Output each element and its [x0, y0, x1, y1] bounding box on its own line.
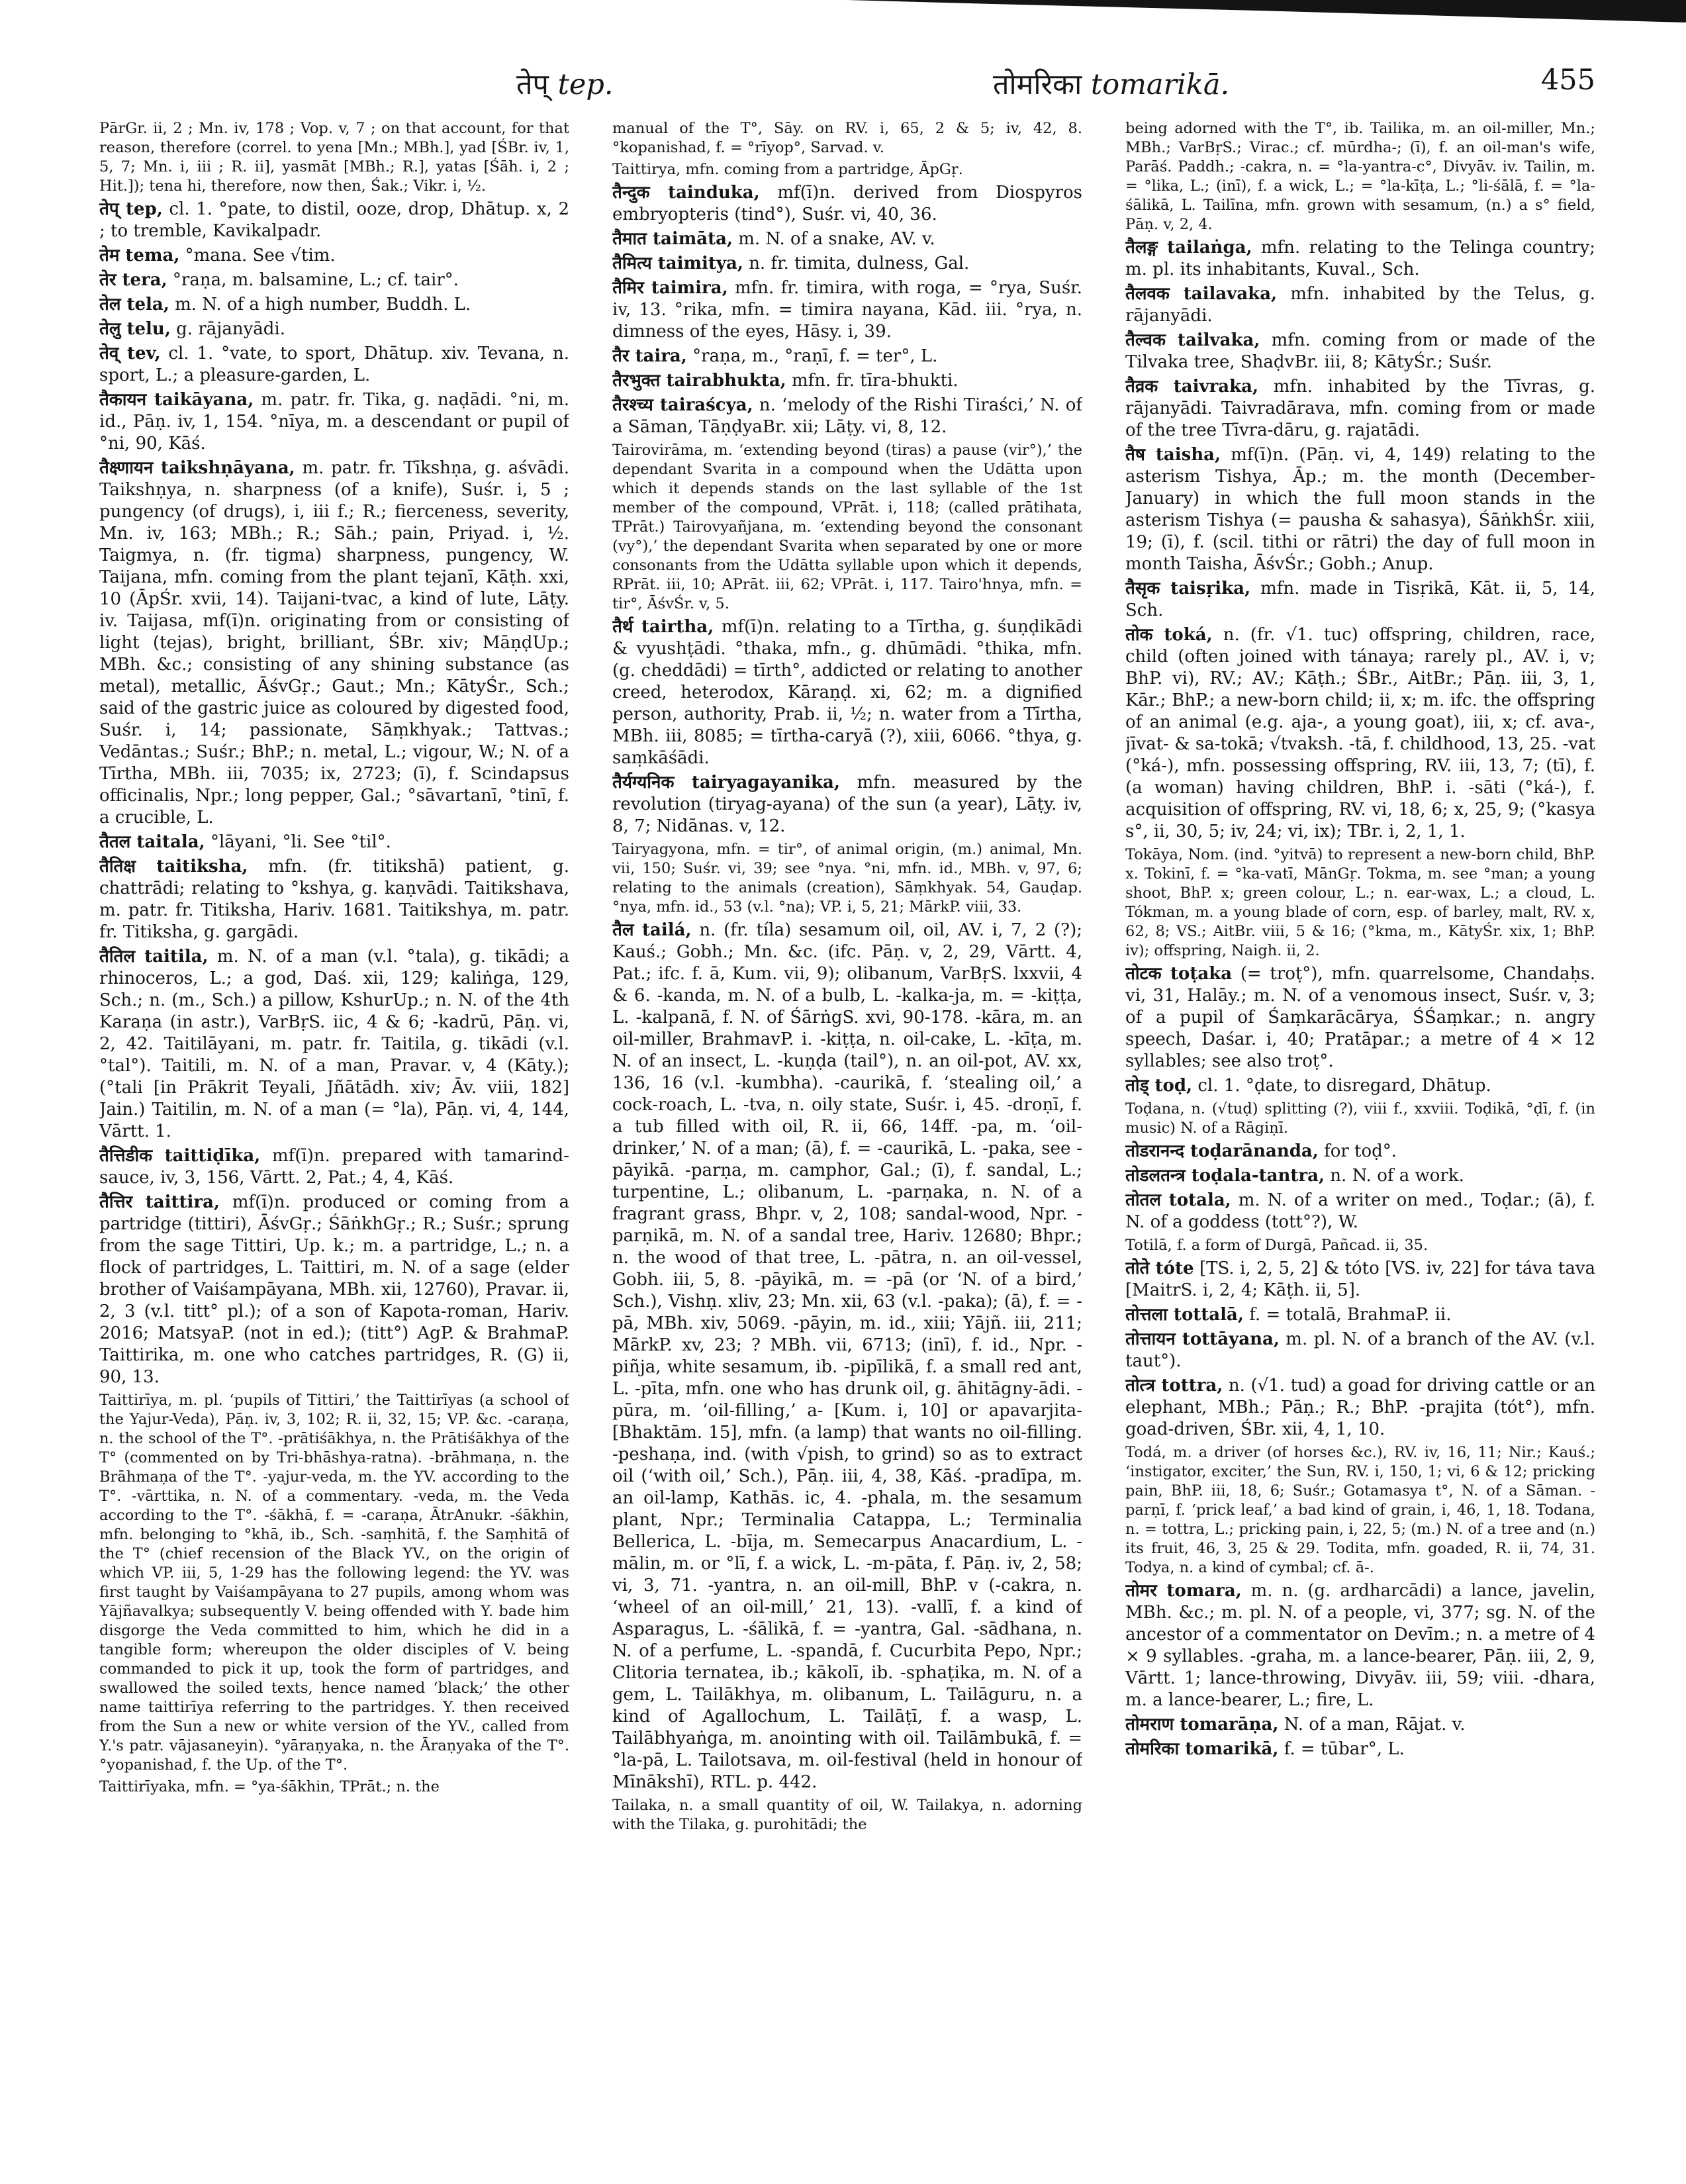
dictionary-entry: [99, 318, 569, 340]
entry-headword: तोटक toṭaka: [1125, 964, 1233, 984]
entry-headword: तैर्यग्यनिक tairyagayanika,: [612, 773, 840, 792]
dictionary-entry: [1125, 330, 1595, 373]
header-left-word: [516, 64, 614, 103]
entry-text: n. (√1. tud) a goad for driving cattle or an elephant, MBh.; Pāṇ.; R.; BhP. -prajita (tót°), mfn. goad-driven, ŚBr. xii, 4, 1, 10.: [1125, 1376, 1595, 1439]
entry-text: for toḍ°.: [1324, 1141, 1397, 1161]
dictionary-entry: [1125, 444, 1595, 575]
dictionary-entry: [1125, 963, 1595, 1072]
entry-headword: तोमर tomara,: [1125, 1581, 1242, 1601]
dictionary-entry: [612, 346, 1082, 367]
header-left-devanagari: तेप्: [516, 68, 549, 101]
entry-text: Tairyagyona, mfn. = tir°, of animal origin, (m.) animal, Mn. vii, 150; Suśr. vi, 39; see °nya. °ni, mfn. id., MBh. v, 97, 6; relating to the animals (creation), Sāṃkhyak. 54, Gauḍap. °nya, mfn. id., 53 (v.l. °na); VP. i, 5, 21; MārkP. viii, 33.: [612, 841, 1082, 916]
entry-text: mfn. inhabited by the Telus, g. rājanyādi.: [1125, 284, 1595, 326]
header-right-roman: tomarikā.: [1090, 68, 1230, 101]
entry-headword: तैसृक taisṛika,: [1125, 579, 1251, 598]
entry-text: n. ‘melody of the Rishi Tiraści,’ N. of a Sāman, TāṇḍyaBr. xii; Lāṭy. vi, 8, 12.: [612, 395, 1082, 437]
entry-headword: तेर tera,: [99, 270, 167, 290]
dictionary-entry: [99, 1145, 569, 1189]
entry-headword: तैन्दुक tainduka,: [612, 183, 760, 203]
entry-headword: तोमरिका tomarikā,: [1125, 1739, 1279, 1759]
page-number: 455: [1540, 64, 1595, 97]
dictionary-entry: [1125, 1329, 1595, 1372]
entry-headword: तैरभुक्त tairabhukta,: [612, 371, 786, 391]
dictionary-entry: [612, 840, 1082, 917]
entry-headword: तैल tailá,: [612, 920, 692, 940]
dictionary-entry: [1125, 1738, 1595, 1760]
entry-text: n. N. of a work.: [1330, 1166, 1464, 1186]
entry-text: mfn. relating to the Telinga country; m. pl. its inhabitants, Kuval., Sch.: [1125, 238, 1595, 279]
entry-text: g. rājanyādi.: [176, 319, 285, 339]
entry-headword: तैव्रक taivraka,: [1125, 377, 1259, 397]
entry-text: mf(ī)n. (Pāṇ. vi, 4, 149) relating to the asterism Tishya, Āp.; m. the month (December-January) in which the full moon stands in the asterism Tishya (= pausha & sahasya), ŚāṅkhŚr. xiii, 19; (ī), f. (scil. tithi or rātri) the day of full moon in month Taisha, ĀśvŚr.; Gobh.; Anup.: [1125, 445, 1595, 574]
entry-headword: तोक toká,: [1125, 625, 1213, 645]
dictionary-entry: [612, 253, 1082, 275]
dictionary-entry: [99, 1391, 569, 1775]
entry-headword: तोते tóte: [1125, 1258, 1194, 1278]
dictionary-entry: [99, 294, 569, 316]
entry-headword: तोड् toḍ,: [1125, 1076, 1193, 1096]
entry-text: n. (fr. √1. tuc) offspring, children, race, child (often joined with tánaya; rarely pl., AV. i, v; BhP. vi), RV.; AV.; Kāṭh.; ŚBr., AitBr.; Pāṇ. iii, 3, 1, Kār.; BhP.; a new-born child; ii, x; m. ifc. the offspring of an animal (e.g. aja-, a young goat), iii, x; cf. ava-, jīvat- & sa-tokā; √tvaksh. -tā, f. childhood, 13, 25. -vat (°ká-), mfn. possessing offspring, RV. iii, 13, 7; (tī), f. (a woman) having children, BhP. i. -sāti (°ká-), f. acquisition of offspring, RV. vi, 18, 6; x, 25, 9; (°kasya s°, ii, 30, 5; iv, 24; vi, ix); TBr. i, 2, 1, 1.: [1125, 625, 1595, 841]
dictionary-entry: [612, 228, 1082, 250]
entry-headword: तोमराण tomarāṇa,: [1125, 1715, 1279, 1734]
entry-text: mfn. fr. timira, with roga, = °rya, Suśr. iv, 13. °rika, mfn. = timira nayana, Kād. iii. °rya, n. dimness of the eyes, Hāsy. i, 39.: [612, 278, 1082, 342]
entry-headword: तेम tema,: [99, 246, 180, 265]
dictionary-entry: [612, 182, 1082, 226]
entry-headword: तैतिल taitila,: [99, 947, 209, 967]
entry-text: mf(ī)n. derived from Diospyros embryopteris (tind°), Suśr. vi, 40, 36.: [612, 183, 1082, 224]
dictionary-entry: [612, 1796, 1082, 1834]
dictionary-entry: [99, 389, 569, 455]
dictionary-entry: [1125, 237, 1595, 281]
entry-headword: तैकायन taikāyana,: [99, 390, 254, 410]
entry-headword: तोत्तला tottalā,: [1125, 1305, 1244, 1325]
dictionary-entry: [1125, 1580, 1595, 1711]
entry-text: mfn. measured by the revolution (tiryag-ayana) of the sun (a year), Lāṭy. iv, 8, 7; Nidānas. v, 12.: [612, 773, 1082, 836]
dictionary-entry: [1125, 624, 1595, 843]
entry-text: Todá, m. a driver (of horses &c.), RV. iv, 16, 11; Nir.; Kauś.; ‘instigator, exciter,’ the Sun, RV. i, 150, 1; vi, 6 & 12; pricking pain, BhP. iii, 18, 6; Suśr.; Gotamasya t°, N. of a Sāman. -parṇī, f. ‘prick leaf,’ a bad kind of grain, i, 46, 1, 18. Todana, n. = tottra, L.; pricking pain, i, 22, 5; (m.) N. of a tree and (n.) its fruit, 46, 3, 25 & 29. Todita, mfn. goaded, R. ii, 74, 31. Todya, n. a kind of cymbal; cf. ā-.: [1125, 1444, 1595, 1576]
entry-headword: तोतल totala,: [1125, 1190, 1231, 1210]
dictionary-entry: [1125, 1236, 1595, 1255]
entry-text: m. pl. N. of a branch of the AV. (v.l. taut°).: [1125, 1329, 1595, 1371]
entry-headword: तैरश्च्य tairaścya,: [612, 395, 753, 415]
dictionary-entry: [1125, 1075, 1595, 1097]
entry-headword: तेव् tev,: [99, 344, 161, 363]
entry-text: cl. 1. °pate, to distil, ooze, drop, Dhātup. x, 2 ; to tremble, Kavikalpadr.: [99, 199, 569, 241]
entry-headword: तोडलतन्त्र toḍala-tantra,: [1125, 1166, 1325, 1186]
dictionary-entry: [612, 441, 1082, 614]
dictionary-entry: [1125, 1714, 1595, 1736]
entry-headword: तेलु telu,: [99, 319, 171, 339]
entry-text: mfn. fr. tīra-bhukti.: [792, 371, 959, 391]
entry-headword: तोत्त्र tottra,: [1125, 1376, 1223, 1396]
entry-text: m. N. of a snake, AV. v.: [738, 229, 935, 249]
header-right-word: [993, 64, 1229, 103]
entry-text: mfn. inhabited by the Tīvras, g. rājanyādi. Taivradārava, mfn. coming from or made of the tree Tīvra-dāru, g. rajatādi.: [1125, 377, 1595, 440]
entry-text: m. n. (g. ardharcādi) a lance, javelin, MBh. &c.; m. pl. N. of a people, vi, 377; sg. N. of the ancestor of a commentator on Devīm.; n. a metre of 4 × 9 syllables. -graha, m. a lance-bearer, Pāṇ. iii, 2, 9, Vārtt. 1; lance-throwing, Divyāv. iii, 59; viii. -dhara, m. a lance-bearer, L.; fire, L.: [1125, 1581, 1595, 1710]
dictionary-entry: [1125, 376, 1595, 442]
entry-headword: तैतल taitala,: [99, 832, 205, 852]
column-2: [612, 119, 1082, 2158]
dictionary-entry: [1125, 1375, 1595, 1441]
dictionary-entry: [99, 269, 569, 291]
entry-text: cl. 1. °vate, to sport, Dhātup. xiv. Tevana, n. sport, L.; a pleasure-garden, L.: [99, 344, 569, 385]
entry-text: Taittirīya, m. pl. ‘pupils of Tittiri,’ the Taittirīyas (a school of the Yajur-Veda), Pāṇ. iv, 3, 102; R. ii, 32, 15; VP. &c. -caraṇa, n. the school of the T°. -prātiśākhya, n. the Prātiśākhya of the T° (commented on by Tri-bhāshya-ratna). -brāhmaṇa, n. the Brāhmaṇa of the T°. -yajur-veda, m. the YV. according to the T°. -vārttika, n. N. of a commentary. -veda, m. the Veda according to the T°. -śākhā, f. = -caraṇa, ĀtrAnukr. -śākhin, mfn. belonging to °khā, ib., Sch. -saṃhitā, f. the Saṃhitā of the T° (chief recension of the Black YV., on the origin of which VP. iii, 5, 1-29 has the following legend: the YV. was first taught by Vaiśampāyana to 27 pupils, among whom was Yājñavalkya; subsequently V. being offended with Y. bade him disgorge the Veda committed to him, which he did in a tangible form; whereupon the older disciples of V. being commanded to pick it up, took the form of partridges, and swallowed the soiled texts, hence named ‘black;’ the other name taittirīya referring to the partridges. Y. then received from the Sun a new or white version of the YV., called from Y.'s patr. vājasaneyin). °yāraṇyaka, n. the Āraṇyaka of the T°. °yopanishad, f. the Up. of the T°.: [99, 1392, 569, 1774]
entry-headword: तैष taisha,: [1125, 445, 1221, 465]
entry-headword: तैलङ्ग tailaṅga,: [1125, 238, 1252, 258]
entry-text: Totilā, f. a form of Durgā, Pañcad. ii, 35.: [1125, 1237, 1428, 1254]
entry-headword: तैक्ष्णायन taikshṇāyana,: [99, 458, 295, 478]
entry-headword: तैतिक्ष taitiksha,: [99, 857, 248, 877]
dictionary-entry: [612, 920, 1082, 1793]
entry-text: °mana. See √tim.: [185, 246, 336, 265]
dictionary-entry: [99, 457, 569, 829]
dictionary-entry: [99, 199, 569, 242]
entry-text: m. patr. fr. Tīkshṇa, g. aśvādi. Taikshṇya, n. sharpness (of a knife), Suśr. i, 5 ; pungency (of drugs), i, iii f.; R.; fierceness, severity, Mn. iv, 163; MBh.; R.; Sāh.; pain, Priyad. i, ½. Taigmya, n. (fr. tigma) sharpness, pungency, W. Taijana, mfn. coming from the plant tejanī, Kāṭh. xxi, 10 (ĀpŚr. xvii, 14). Taijani-tvac, a kind of lute, Lāṭy. iv. Taijasa, mf(ī)n. originating from or consisting of light (tejas), bright, brilliant, ŚBr. xiv; MāṇḍUp.; MBh. &c.; consisting of any shining substance (as metal), metallic, ĀśvGṛ.; Gaut.; Mn.; KātyŚr., Sch.; said of the gastric juice as coloured by digested food, Suśr. i, 14; passionate, Sāṃkhyak.; Tattvas.; Vedāntas.; Suśr.; BhP.; n. metal, L.; vigour, W.; N. of a Tīrtha, MBh. iii, 7035; ix, 2723; (ī), f. Scindapsus officinalis, Npr.; long pepper, Gal.; °sāvartanī, °tinī, f. a crucible, L.: [99, 458, 569, 828]
entry-headword: तेप् tep,: [99, 199, 163, 219]
entry-text: mf(ī)n. produced or coming from a partridge (tittiri), ĀśvGṛ.; ŚāṅkhGṛ.; R.; Suśr.; sprung from the sage Tittiri, Up. k.; m. a partridge, L.; n. a flock of partridges, L. Taittiri, m. N. of a sage (elder brother of Vaiśampāyana, MBh. xii, 12760), Pravar. ii, 2, 3 (v.l. titt° pl.); of a son of Kapota-roman, Hariv. 2016; MatsyaP. (not in ed.); (titt°) AgP. & BrahmaP. Taittirika, m. one who catches partridges, R. (G) ii, 90, 13.: [99, 1192, 569, 1387]
entry-headword: तैर्थ tairtha,: [612, 617, 714, 637]
dictionary-entry: [99, 1192, 569, 1388]
dictionary-entry: [1125, 1304, 1595, 1326]
entry-text: °raṇa, m. balsamine, L.; cf. tair°.: [172, 270, 459, 290]
running-header: [99, 64, 1595, 110]
dictionary-entry: [99, 946, 569, 1143]
entry-text: manual of the T°, Sāy. on RV. i, 65, 2 & 5; iv, 42, 8. °kopanishad, f. = °rīyop°, Sarvad. v.: [612, 120, 1082, 156]
dictionary-entry: [1125, 283, 1595, 327]
dictionary-entry: [99, 343, 569, 387]
dictionary-entry: [612, 277, 1082, 343]
entry-text: f. = tūbar°, L.: [1284, 1739, 1405, 1759]
entry-text: mfn. coming from or made of the Tilvaka tree, ShaḍvBr. iii, 8; KātyŚr.; Suśr.: [1125, 330, 1595, 372]
column-1: [99, 119, 569, 2158]
entry-text: m. N. of a man (v.l. °tala), g. tikādi; a rhinoceros, L.; a god, Daś. xii, 129; kaliṅga, 129, Sch.; n. (m., Sch.) a pillow, KshurUp.; n. N. of the 4th Karaṇa (in astr.), VarBṛS. iic, 4 & 6; -kadrū, Pāṇ. vi, 2, 42. Taitilāyani, m. patr. fr. Taitila, g. tikādi (v.l. °tal°). Taitili, m. N. of a man, Pravar. v, 4 (Kāty.); (°tali [in Prākrit Teyali, Jñātādh. xiv; Āv. viii, 182] Jain.) Taitilin, m. N. of a man (= °la), Pāṇ. vi, 4, 144, Vārtt. 1.: [99, 947, 569, 1141]
entry-headword: तैल्वक tailvaka,: [1125, 330, 1260, 350]
entry-text: Taittirya, mfn. coming from a partridge, ĀpGṛ.: [612, 161, 963, 178]
header-right-devanagari: तोमरिका: [993, 68, 1082, 101]
dictionary-entry: [612, 119, 1082, 158]
dictionary-entry: [1125, 1141, 1595, 1163]
dictionary-entry: [99, 831, 569, 853]
entry-text: [TS. i, 2, 5, 2] & tóto [VS. iv, 22] for táva tava [MaitrS. i, 2, 4; Kāṭh. ii, 5].: [1125, 1258, 1595, 1300]
entry-text: °lāyani, °li. See °til°.: [210, 832, 391, 852]
entry-text: being adorned with the T°, ib. Tailika, m. an oil-miller, Mn.; MBh.; VarBṛS.; Virac.; cf. mūrdha-; (ī), f. an oil-man's wife, Parāś. Paddh.; -cakra, n. = °la-yantra-c°, Divyāv. iv. Tailin, m. = °lika, L.; (inī), f. a wick, L.; = °la-kīṭa, L.; °li-śālā, f. = °la-śālikā, L. Tailīna, mfn. grown with sesamum, (n.) a s° field, Pāṇ. v, 2, 4.: [1125, 120, 1595, 233]
entry-text: °raṇa, m., °raṇī, f. = ter°, L.: [692, 346, 938, 366]
entry-headword: तैत्तिर taittira,: [99, 1192, 220, 1212]
entry-text: mf(ī)n. prepared with tamarind-sauce, iv, 3, 156, Vārtt. 2, Pat.; 4, 4, Kāś.: [99, 1146, 569, 1188]
dictionary-entry: [612, 772, 1082, 837]
dictionary-entry: [1125, 1100, 1595, 1138]
dictionary-body: [99, 119, 1595, 2158]
dictionary-entry: [1125, 578, 1595, 622]
dictionary-entry: [99, 1778, 569, 1797]
scan-edge-artifact: [0, 0, 1686, 28]
entry-text: m. N. of a writer on med., Toḍar.; (ā), f. N. of a goddess (tott°?), W.: [1125, 1190, 1595, 1232]
entry-text: PārGr. ii, 2 ; Mn. iv, 178 ; Vop. v, 7 ; on that account, for that reason, therefore (correl. to yena [Mn.; MBh.], yad [ŚBr. iv, 1, 5, 7; Mn. i, iii ; R. ii], yasmāt [MBh.; R.], yatas [Śāh. i, 2 ; Hit.]); tena hi, therefore, now then, Śak.; Vikr. i, ½.: [99, 120, 569, 195]
entry-headword: तैमिर taimira,: [612, 278, 728, 298]
entry-headword: तैमात taimāta,: [612, 229, 733, 249]
entry-text: Taittirīyaka, mfn. = °ya-śākhin, TPrāt.; n. the: [99, 1778, 440, 1795]
entry-headword: तेल tela,: [99, 295, 169, 314]
entry-text: n. (fr. tíla) sesamum oil, oil, AV. i, 7, 2 (?); Kauś.; Gobh.; Mn. &c. (ifc. Pāṇ. v, 2, 29, Vārtt. 4, Pat.; ifc. f. ā, Kum. vii, 9); olibanum, VarBṛS. lxxvii, 4 & 6. -kanda, m. N. of a bulb, L. -kalka-ja, m. = -kiṭṭa, L. -kalpanā, f. N. of ŚārṅgS. xvi, 90-178. -kāra, m. an oil-miller, BrahmavP. i. -kiṭṭa, n. oil-cake, L. -kīṭa, m. N. of an insect, L. -kuṇḍa (tail°), n. an oil-pot, AV. xx, 136, 16 (v.l. -kumbha). -caurikā, f. ‘stealing oil,’ a cock-roach, L. -tva, n. oily state, Suśr. i, 45. -droṇī, f. a tub filled with oil, R. ii, 66, 14ff. -pa, m. ‘oil-drinker,’ N. of a man; (ā), f. = -caurikā, L. -paka, see -pāyikā. -parṇa, m. camphor, Gal.; (ī), f. sandal, L.; turpentine, L.; olibanum, L. -parṇaka, n. N. of a fragrant grass, Bhpr. v, 2, 108; sandal-wood, Npr. -parṇikā, m. N. of a sandal tree, Hariv. 12680; Bhpr.; n. the wood of that tree, L. -pātra, n. an oil-vessel, Gobh. iii, 5, 8. -pāyikā, m. = -pā (or ‘N. of a bird,’ Sch.), Vishṇ. xliv, 23; Mn. xii, 63 (v.l. -paka); (ā), f. = -pā, MBh. xiv, 5069. -pāyin, m. id., xiii; Yājñ. iii, 211; MārkP. xv, 23; ? MBh. vii, 6713; (inī), f. id., Npr. -piñja, white sesamum, ib. -pipīlikā, f. a small red ant, L. -pīta, mfn. one who has drunk oil, g. āhitāgny-ādi. -pūra, m. ‘oil-filling,’ a- [Kum. i, 10] or apavarjita- [Bhaktām. 15], mfn. (a lamp) that wants no oil-filling. -peshaṇa, ind. (with √pish, to grind) so as to extract oil (‘with oil,’ Sch.), Pāṇ. iii, 4, 38, Kāś. -pradīpa, m. an oil-lamp, Kathās. ic, 4. -phala, m. the sesamum plant, Npr.; Terminalia Catappa, L.; Terminalia Bellerica, L. -bīja, m. Semecarpus Anacardium, L. -mālin, m. or °lī, f. a wick, L. -m-pāta, f. Pāṇ. iv, 2, 58; vi, 3, 71. -yantra, n. an oil-mill, BhP. v (-cakra, n. ‘wheel of an oil-mill,’ 21, 13). -vallī, f. a kind of Asparagus, L. -śālikā, f. = -yantra, Gal. -sādhana, n. N. of a perfume, L. -spandā, f. Cucurbita Pepo, Npr.; Clitoria ternatea, ib.; kākolī, ib. -sphaṭika, m. N. of a gem, L. Tailākhya, m. olibanum, L. Tailāguru, n. a kind of Agallochum, L. Tailāṭī, f. a wasp, L. Tailābhyaṅga, m. anointing with oil. Tailāmbukā, f. = °la-pā, L. Tailotsava, m. oil-festival (held in honour of Mīnākshī), RTL. p. 442.: [612, 920, 1082, 1792]
dictionary-entry: [612, 160, 1082, 179]
entry-text: (= troṭ°), mfn. quarrelsome, Chandaḥs. vi, 31, Halāy.; m. N. of a venomous insect, Suśr. v, 3; of a pupil of Śaṃkarācārya, ŚŚaṃkar.; n. angry speech, Daśar. i, 40; Pratāpar.; a metre of 4 × 12 syllables; see also troṭ°.: [1125, 964, 1595, 1071]
dictionary-entry: [1125, 1258, 1595, 1302]
entry-headword: तोडरानन्द toḍarānanda,: [1125, 1141, 1319, 1161]
entry-text: mf(ī)n. relating to a Tīrtha, g. śuṇḍikādi & vyushṭādi. °thaka, mfn., g. dhūmādi. °thika, mfn. (g. cheddādi) = tīrth°, addicted or relating to another creed, heterodox, Kāraṇḍ. xi, 62; m. a dignified person, authority, Prab. ii, ½; n. water from a Tīrtha, MBh. iii, 8085; = tīrtha-caryā (?), xiii, 6066. °thya, g. saṃkāśādi.: [612, 617, 1082, 768]
entry-text: f. = totalā, BrahmaP. ii.: [1249, 1305, 1452, 1325]
entry-text: Tairovirāma, m. ‘extending beyond (tiras) a pause (vir°),’ the dependant Svarita in a compound when the Udātta upon which it depends stands on the last syllable of the 1st member of the compound, VPrāt. i, 118; (called prātihata, TPrāt.) Tairovyañjana, m. ‘extending beyond the consonant (vy°),’ the dependant Svarita when separated by one or more consonants from the Udātta syllable upon which it depends, RPrāt. iii, 10; APrāt. iii, 62; VPrāt. i, 117. Tairo'hnya, mfn. = tir°, ĀśvŚr. v, 5.: [612, 442, 1082, 612]
entry-text: Toḍana, n. (√tuḍ) splitting (?), viii f., xxviii. Toḍikā, °ḍī, f. (in music) N. of a Rāgiṇī.: [1125, 1100, 1595, 1137]
dictionary-entry: [1125, 1190, 1595, 1233]
dictionary-entry: [612, 616, 1082, 769]
dictionary-entry: [99, 119, 569, 196]
entry-headword: तैत्तिडीक taittiḍīka,: [99, 1146, 261, 1166]
entry-text: cl. 1. °ḍate, to disregard, Dhātup.: [1197, 1076, 1491, 1096]
entry-text: m. N. of a high number, Buddh. L.: [175, 295, 471, 314]
dictionary-entry: [612, 370, 1082, 392]
dictionary-entry: [99, 856, 569, 943]
entry-text: mfn. made in Tisṛikā, Kāt. ii, 5, 14, Sch.: [1125, 579, 1595, 620]
entry-text: Tailaka, n. a small quantity of oil, W. Tailakya, n. adorning with the Tilaka, g. purohitādi; the: [612, 1797, 1082, 1833]
entry-headword: तैर taira,: [612, 346, 687, 366]
dictionary-entry: [1125, 1165, 1595, 1187]
entry-text: n. fr. timita, dulness, Gal.: [749, 254, 970, 273]
entry-headword: तोत्तायन tottāyana,: [1125, 1329, 1280, 1349]
entry-text: N. of a man, Rājat. v.: [1284, 1715, 1466, 1734]
dictionary-entry: [1125, 845, 1595, 961]
dictionary-entry: [1125, 119, 1595, 234]
column-3: [1125, 119, 1595, 2158]
dictionary-entry: [1125, 1443, 1595, 1578]
entry-headword: तैलवक tailavaka,: [1125, 284, 1278, 304]
dictionary-entry: [612, 395, 1082, 438]
entry-headword: तैमित्य taimitya,: [612, 254, 743, 273]
dictionary-entry: [99, 245, 569, 267]
entry-text: Tokāya, Nom. (ind. °yitvā) to represent a new-born child, BhP. x. Tokinī, f. = °ka-vatī, MānGṛ. Tokma, m. see °man; a young shoot, BhP. x; green colour, L.; n. ear-wax, L.; a cloud, L. Tókman, m. a young blade of corn, esp. of barley, malt, RV. x, 62, 8; VS.; AitBr. viii, 5 & 16; (°kma, m., KātyŚr. xix, 1; BhP. iv); offspring, Naigh. ii, 2.: [1125, 846, 1595, 959]
header-left-roman: tep.: [557, 68, 614, 101]
entry-text: m. patr. fr. Tika, g. naḍādi. °ni, m. id., Pāṇ. iv, 1, 154. °nīya, m. a descendant or pupil of °ni, 90, Kāś.: [99, 390, 569, 453]
entry-text: mfn. (fr. titikshā) patient, g. chattrādi; relating to °kshya, g. kaṇvādi. Taitikshava, m. patr. fr. Titiksha, Hariv. 1681. Taitikshya, m. patr. fr. Titiksha, g. gargādi.: [99, 857, 569, 942]
